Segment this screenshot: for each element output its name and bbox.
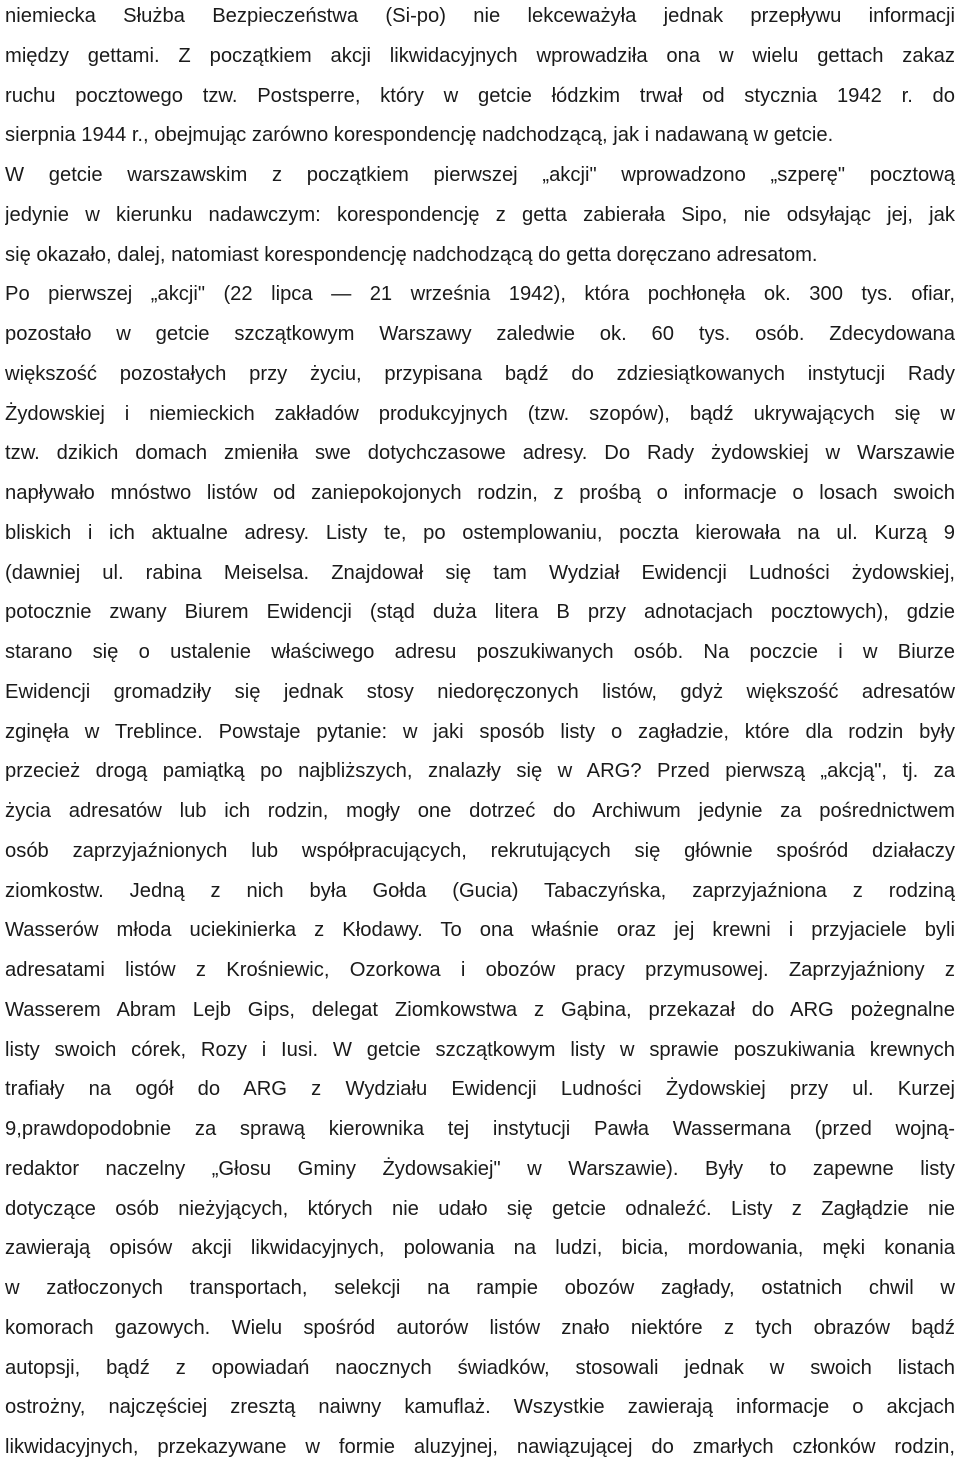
text-line: trafiały na ogół do ARG z Wydziału Ewidencji Ludności Żydowskiej przy ul. Kurzej [5, 1078, 955, 1101]
text-line: niemiecka Służba Bezpieczeństwa (Si-po) nie lekceważyła jednak przepływu informacji [5, 5, 955, 27]
text-line: adresatami listów z Krośniewic, Ozorkowa i obozów pracy przymusowej. Zaprzyjaźniony z [5, 959, 955, 981]
text-line: (dawniej ul. rabina Meiselsa. Znajdował się tam Wydział Ewidencji Ludności żydowskiej, [5, 561, 955, 584]
body-text [5, 3, 955, 1474]
text-line: pozostało w getcie szczątkowym Warszawy zaledwie ok. 60 tys. osób. Zdecydowana [5, 323, 955, 345]
text-line: większość pozostałych przy życiu, przypisana bądź do zdziesiątkowanych instytucji Rady [5, 362, 955, 385]
text-line: życia adresatów lub ich rodzin, mogły one dotrzeć do Archiwum jedynie za pośrednictwem [5, 800, 955, 822]
text-line: sierpnia 1944 r., obejmując zarówno korespondencję nadchodzącą, jak i nadawaną w getcie. [5, 124, 834, 147]
text-line: komorach gazowych. Wielu spośród autorów listów znało niektóre z tych obrazów bądź [5, 1316, 955, 1339]
text-line: napływało mnóstwo listów od zaniepokojonych rodzin, z prośbą o informacje o losach swoich [5, 482, 955, 504]
text-line: Po pierwszej „akcji" (22 lipca — 21 września 1942), która pochłonęła ok. 300 tys. ofiar, [5, 283, 955, 306]
text-line: zginęła w Treblince. Powstaje pytanie: w jaki sposób listy o zagładzie, które dla rodzin były [5, 720, 955, 743]
text-line: tzw. dzikich domach zmieniła swe dotychczasowe adresy. Do Rady żydowskiej w Warszawie [5, 442, 955, 465]
text-line: Żydowskiej i niemieckich zakładów produkcyjnych (tzw. szopów), bądź ukrywających się w [5, 402, 955, 425]
text-line: bliskich i ich aktualne adresy. Listy te, po ostemplowaniu, poczta kierowała na ul. Kurzą 9 [5, 521, 955, 544]
text-line: Wasserów młoda uciekinierka z Kłodawy. To ona właśnie oraz jej krewni i przyjaciele byli [5, 919, 955, 942]
text-line: Wasserem Abram Lejb Gips, delegat Ziomkowstwa z Gąbina, przekazał do ARG pożegnalne [5, 998, 955, 1021]
text-line: osób zaprzyjaźnionych lub współpracujących, rekrutujących się głównie spośród działaczy [5, 839, 955, 862]
text-line: się okazało, dalej, natomiast korespondencję nadchodzącą do getta doręczano adresatom. [5, 243, 818, 266]
text-line: między gettami. Z początkiem akcji likwidacyjnych wprowadziła ona w wielu gettach zakaz [5, 44, 955, 67]
text-line: ostrożny, najczęściej zresztą naiwny kamuflaż. Wszystkie zawierają informacje o akcjach [5, 1396, 955, 1419]
text-line: jedynie w kierunku nadawczym: korespondencję z getta zabierała Sipo, nie odsyłając jej, jak [5, 203, 955, 226]
text-line: dotyczące osób nieżyjących, których nie udało się getcie odnaleźć. Listy z Zagłądzie nie [5, 1197, 955, 1220]
text-line: w zatłoczonych transportach, selekcji na rampie obozów zagłady, ostatnich chwil w [5, 1277, 955, 1299]
text-line: W getcie warszawskim z początkiem pierwszej „akcji" wprowadzono „szperę" pocztową [5, 164, 955, 186]
text-line: przecież drogą pamiątką po najbliższych, znalazły się w ARG? Przed pierwszą „akcją", tj. za [5, 760, 955, 783]
text-line: Ewidencji gromadziły się jednak stosy niedoręczonych listów, gdyż większość adresatów [5, 680, 955, 703]
text-line: autopsji, bądź z opowiadań naocznych świadków, stosowali jednak w swoich listach [5, 1356, 955, 1379]
text-line: likwidacyjnych, przekazywane w formie aluzyjnej, nawiązującej do zmarłych członków rodzin, [5, 1436, 955, 1458]
text-line: redaktor naczelny „Głosu Gminy Żydowsakiej" w Warszawie). Były to zapewne listy [5, 1157, 955, 1180]
text-line: ruchu pocztowego tzw. Postsperre, który w getcie łódzkim trwał od stycznia 1942 r. do [5, 84, 955, 107]
text-line: potocznie zwany Biurem Ewidencji (stąd duża litera B przy adnotacjach pocztowych), gdzie [5, 601, 955, 624]
text-line: ziomkostw. Jedną z nich była Gołda (Gucia) Tabaczyńska, zaprzyjaźniona z rodziną [5, 879, 955, 902]
text-line: starano się o ustalenie właściwego adresu poszukiwanych osób. Na poczcie i w Biurze [5, 641, 955, 663]
text-line: listy swoich córek, Rozy i Iusi. W getcie szczątkowym listy w sprawie poszukiwania krewnych [5, 1038, 955, 1061]
text-line: zawierają opisów akcji likwidacyjnych, polowania na ludzi, bicia, mordowania, męki konania [5, 1237, 955, 1260]
text-line: 9,prawdopodobnie za sprawą kierownika tej instytucji Pawła Wassermana (przed wojną- [5, 1118, 955, 1140]
